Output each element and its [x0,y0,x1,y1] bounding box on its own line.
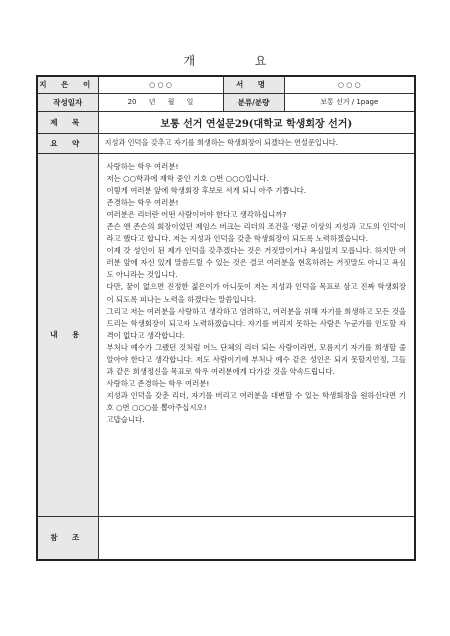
reference-label: 참 조 [37,516,98,560]
document-title: 개 요 [183,54,295,68]
content-body [98,153,415,516]
subject-value: 보통 선거 연설문29(대학교 학생회장 선거) [98,111,415,133]
content-paragraph: 부처나 예수가 그랬던 것처럼 어느 단체의 리더 되는 사람이라면, 모름지기 자기를 희생할 줄 알아야 한다고 생각합니다. 저도 사람이기에 부처나 예수 같은 성인은 되지 못할지언정, 그들과 같은 희생정신을 목표로 학우 여러분에게 다가갈 것을 약속드립니다. [106,342,406,377]
content-paragraph: 그리고 저는 여러분을 사랑하고 생각하고 염려하고, 여러분을 위해 자기를 희생하고 모든 것을 드리는 학생회장이 되고자 노력하겠습니다. 자기를 버리지 못하는 사람은 누군가를 인도할 자격이 없다고 생각합니다. [106,306,406,340]
subject-label: 제 목 [37,111,98,133]
content-paragraph: 존경하는 학우 여러분! [106,197,179,207]
content-paragraph: 저는 ○○학과에 재학 중인 기호 ○번 ○○○입니다. [106,173,269,183]
reference-value [98,516,415,560]
overview-form [36,75,416,561]
content-paragraph: 사랑하고 존경하는 학우 여러분! [106,379,210,389]
content-paragraph: 여러분은 리더란 어떤 사람이어야 한다고 생각하십니까? [106,209,287,219]
content-paragraph: 고맙습니다. [106,415,145,425]
content-paragraph: 이렇게 여러분 앞에 학생회장 후보로 서게 되니 아주 기쁩니다. [106,185,307,195]
content-paragraph: 지성과 인덕을 갖춘 리더, 자기를 버리고 여러분을 대변할 수 있는 학생회장을 원하신다면 기호 ○번 ○○○를 뽑아주십시오! [106,391,406,413]
content-label: 내 용 [37,153,98,516]
category-label: 분류/분량 [223,93,284,111]
date-value: 20 년 월 일 [98,93,223,111]
signature-value: ○ ○ ○ [284,76,415,93]
summary-value: 지성과 인덕을 갖추고 자기를 희생하는 학생회장이 되겠다는 연설문입니다. [98,133,415,153]
content-paragraph: 다만, 꿈이 없으면 진정한 젊은이가 아니듯이 저는 지성과 인덕을 목표로 삼고 진짜 학생회장이 되도록 피나는 노력을 하겠다는 말씀입니다. [106,282,406,304]
content-paragraph: 사랑하는 학우 여러분! [106,161,179,171]
author-label: 지 은 이 [37,76,98,93]
date-label: 작성일자 [37,93,98,111]
signature-label: 서 명 [223,76,284,93]
summary-label: 요 약 [37,133,98,153]
author-value: ○ ○ ○ [98,76,223,93]
category-value: 보통 선거 / 1page [284,93,415,111]
content-paragraph: 존슨 앤 존슨의 회장이었던 제임스 버크는 리더의 조건을 '평균 이상의 지성과 고도의 인덕'이라고 했다고 합니다. 저는 지성과 인덕을 갖춘 학생회장이 되도록 노력하겠습니다. [106,221,406,244]
content-paragraph: 이제 갓 성인이 된 제가 인덕을 갖추겠다는 것은 거짓말이거나 욕심일지 모릅니다. 하지만 여러분 앞에 자신 있게 말씀드릴 수 있는 것은 결코 여러분을 현혹하려는 거짓말도 아니고 욕심도 아니라는 것입니다. [106,246,406,280]
